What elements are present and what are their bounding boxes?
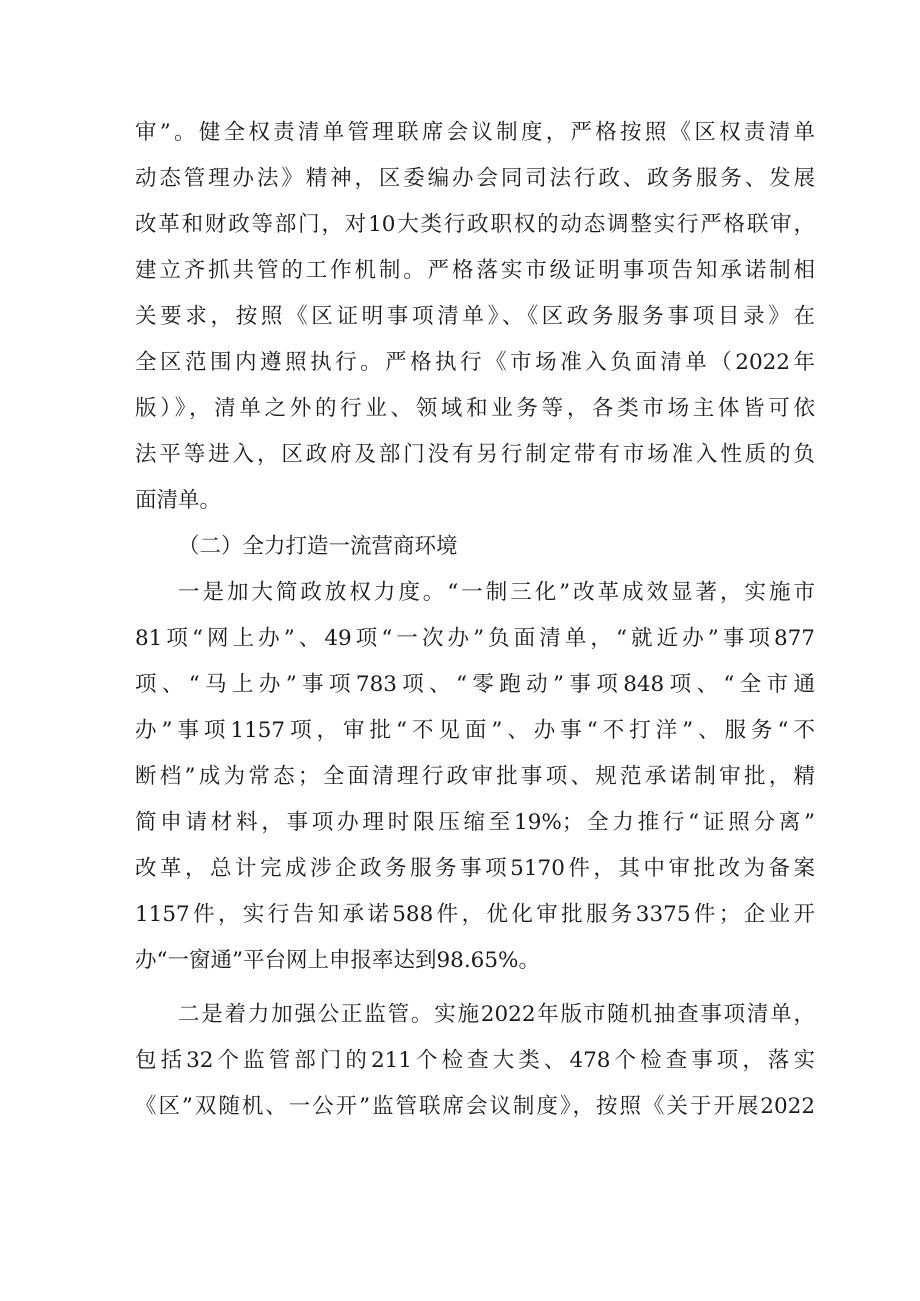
paragraph-line: 二是着力加强公正监管。实施2022年版市随机抽查事项清单，	[178, 1002, 815, 1027]
paragraph-line: 办”事项1157项，审批“不见面”、办事“不打洋”、服务“不	[135, 718, 815, 743]
paragraph-line: 断档”成为常态；全面清理行政审批事项、规范承诺制审批，精	[135, 764, 815, 789]
paragraph-line: 版）》，清单之外的行业、领域和业务等，各类市场主体皆可依	[135, 396, 815, 421]
paragraph-line: 面清单。	[135, 488, 222, 513]
paragraph-line: 建立齐抓共管的工作机制。严格落实市级证明事项告知承诺制相	[135, 258, 815, 283]
paragraph-line: 改革和财政等部门，对10大类行政职权的动态调整实行严格联审，	[135, 212, 815, 237]
paragraph-line: 《区”双随机、一公开”监管联席会议制度》，按照《关于开展2022	[135, 1094, 815, 1119]
paragraph-1	[135, 110, 815, 524]
paragraph-line: 法平等进入，区政府及部门没有另行制定带有市场准入性质的负	[135, 442, 815, 467]
paragraph-line: 81项“网上办”、49项“一次办”负面清单，“就近办”事项877	[135, 626, 815, 651]
paragraph-line: 办“一窗通”平台网上申报率达到98.65%。	[135, 948, 540, 973]
paragraph-line: 项、“马上办”事项783项、“零跑动”事项848项、“全市通	[135, 672, 815, 697]
paragraph-line: 动态管理办法》精神，区委编办会同司法行政、政务服务、发展	[135, 166, 815, 191]
paragraph-2	[135, 570, 815, 984]
paragraph-line: 全区范围内遵照执行。严格执行《市场准入负面清单（2022年	[135, 350, 815, 375]
paragraph-3	[135, 992, 815, 1130]
paragraph-line: 改革，总计完成涉企政务服务事项5170件，其中审批改为备案	[135, 856, 815, 881]
document-body	[135, 110, 815, 1130]
paragraph-line: 包括32个监管部门的211个检查大类、478个检查事项，落实	[135, 1048, 815, 1073]
paragraph-gap	[135, 984, 815, 992]
paragraph-line: 一是加大简政放权力度。“一制三化”改革成效显著，实施市	[178, 580, 815, 605]
paragraph-line: 审”。健全权责清单管理联席会议制度，严格按照《区权责清单	[135, 120, 815, 145]
paragraph-line: 简申请材料，事项办理时限压缩至19%；全力推行“证照分离”	[135, 810, 815, 835]
section-heading: （二）全力打造一流营商环境	[178, 534, 458, 559]
paragraph-line: 关要求，按照《区证明事项清单》、《区政务服务事项目录》在	[135, 304, 815, 329]
paragraph-line: 1157件，实行告知承诺588件，优化审批服务3375件；企业开	[135, 902, 815, 927]
